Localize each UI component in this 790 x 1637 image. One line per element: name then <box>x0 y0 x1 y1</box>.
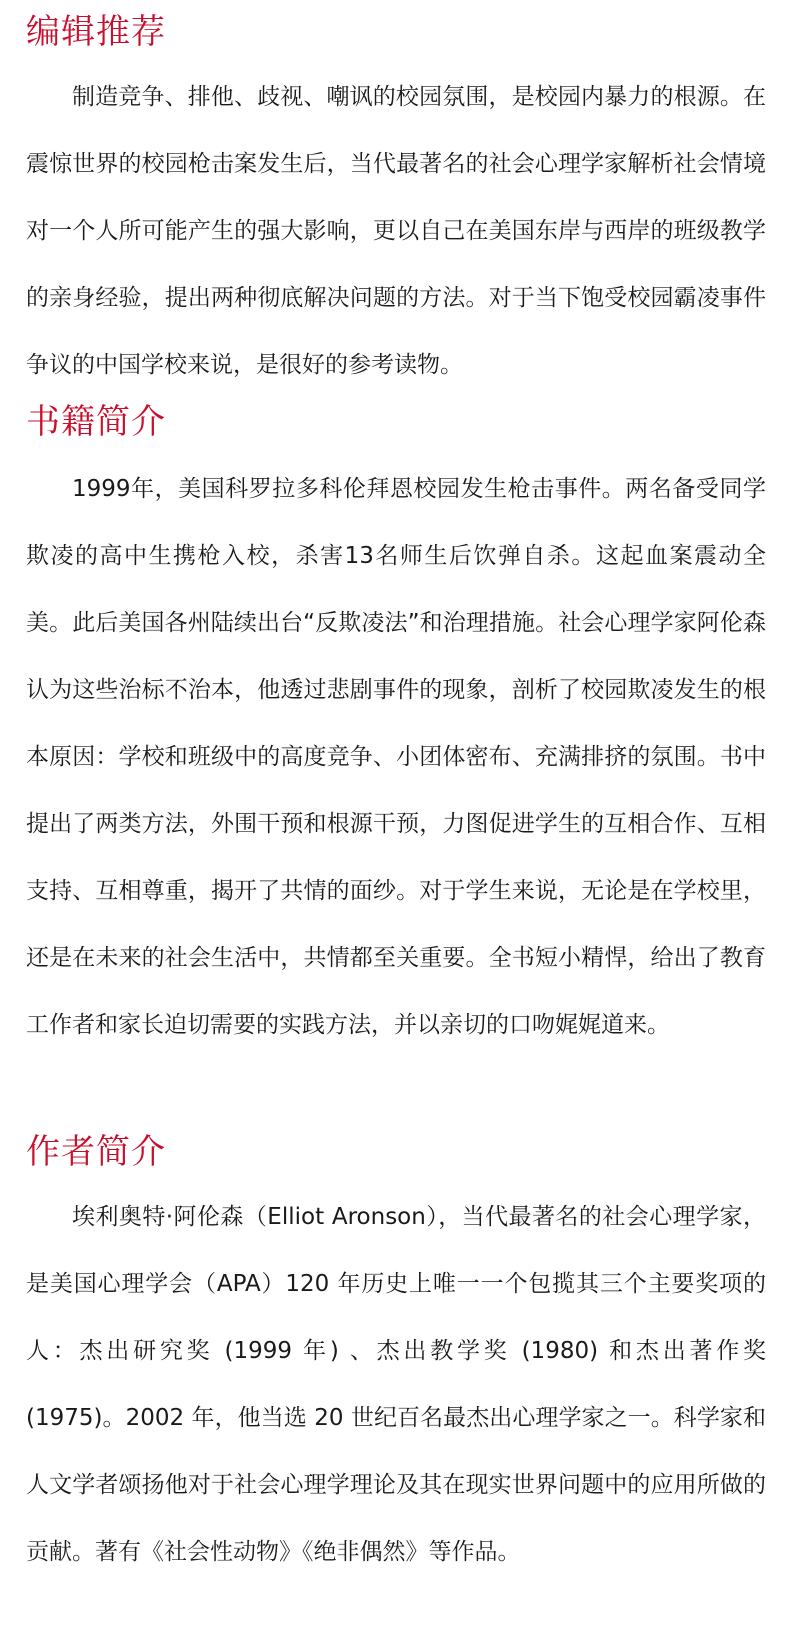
heading-editor-recommendation: 编辑推荐 <box>26 12 166 52</box>
heading-book-summary: 书籍简介 <box>26 402 166 442</box>
editor-recommendation-text: 制造竞争、排他、歧视、嘲讽的校园氛围，是校园内暴力的根源。在震惊世界的校园枪击案发生后，当代最著名的社会心理学家解析社会情境对一个人所可能产生的强大影响，更以自己在美国东岸与西岸的班级教学的亲身经验，提出两种彻底解决问题的方法。对于当下饱受校园霸凌事件争议的中国学校来说，是很好的参考读物。 <box>26 84 766 378</box>
book-summary-text: 1999年，美国科罗拉多科伦拜恩校园发生枪击事件。两名备受同学欺凌的高中生携枪入校，杀害13名师生后饮弹自杀。这起血案震动全美。此后美国各州陆续出台“反欺凌法”和治理措施。社会心理学家阿伦森认为这些治标不治本，他透过悲剧事件的现象，剖析了校园欺凌发生的根本原因：学校和班级中的高度竞争、小团体密布、充满排挤的氛围。书中提出了两类方法，外围干预和根源干预，力图促进学生的互相合作、互相支持、互相尊重，揭开了共情的面纱。对于学生来说，无论是在学校里，还是在未来的社会生活中，共情都至关重要。全书短小精悍，给出了教育工作者和家长迫切需要的实践方法，并以亲切的口吻娓娓道来。 <box>26 476 766 1038</box>
author-intro-text: 埃利奥特·阿伦森（Elliot Aronson），当代最著名的社会心理学家，是美国心理学会（APA）120 年历史上唯一一个包揽其三个主要奖项的人：杰出研究奖 (1999 年) 、杰出教学奖 (1980) 和杰出著作奖 (1975)。2002 年，他当选 20 世纪百名最杰出心理学家之一。科学家和人文学者颂扬他对于社会心理学理论及其在现实世界问题中的应用所做的贡献。著有《社会性动物》《绝非偶然》等作品。 <box>26 1204 766 1565</box>
heading-author-intro: 作者简介 <box>26 1132 166 1172</box>
